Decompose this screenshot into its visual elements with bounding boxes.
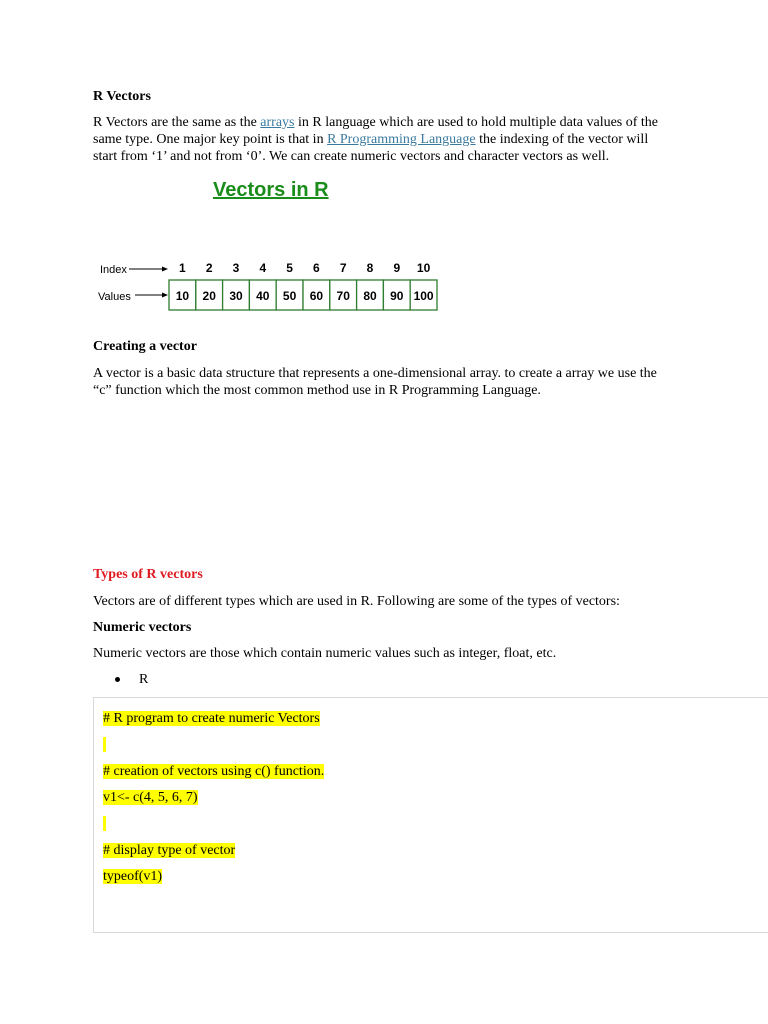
index-label: Index [100, 264, 127, 276]
code-blank-line-1 [103, 737, 106, 752]
vectors-diagram [93, 172, 453, 317]
numeric-paragraph: Numeric vectors are those which contain numeric values such as integer, float, etc. [93, 646, 557, 661]
code-line-4: # display type of vector [103, 843, 236, 858]
index-text-2: 2 [205, 261, 213, 275]
value-text-6: 60 [309, 289, 324, 303]
code-block[interactable] [93, 697, 768, 933]
value-text-10: 100 [413, 289, 434, 303]
index-text-8: 8 [366, 261, 374, 275]
code-line-1: # R program to create numeric Vectors [103, 711, 320, 726]
index-text-7: 7 [339, 261, 347, 275]
types-paragraph: Vectors are of different types which are used in R. Following are some of the types of vectors: [93, 594, 620, 609]
value-text-8: 80 [363, 289, 377, 303]
index-text-10: 10 [416, 261, 431, 275]
index-text-5: 5 [286, 261, 293, 275]
value-text-7: 70 [336, 289, 350, 303]
bullet-text: R [139, 672, 149, 687]
index-text-6: 6 [313, 261, 320, 275]
intro-text-2: in R language which are used to hold multiple data values of the same type. One major key point is that in [93, 115, 659, 147]
code-line-5: typeof(v1) [103, 869, 163, 884]
values-arrow-head [162, 293, 168, 298]
index-arrow-head [162, 267, 168, 272]
intro-text-1: R Vectors are the same as the [93, 115, 261, 130]
vectors-figure [93, 172, 453, 317]
figure-title: Vectors in R [213, 179, 329, 201]
code-line-2: # creation of vectors using c() function. [103, 764, 325, 779]
value-text-3: 30 [229, 289, 243, 303]
value-text-2: 20 [202, 289, 216, 303]
creating-paragraph: A vector is a basic data structure that represents a one-dimensional array. to create a array we use the “c” function which the most common method use in R Programming Language. [93, 366, 657, 398]
index-text-4: 4 [259, 261, 267, 275]
arrays-link[interactable]: arrays [260, 115, 295, 130]
intro-paragraph [93, 114, 673, 165]
index-text-3: 3 [232, 261, 240, 275]
value-text-4: 40 [256, 289, 270, 303]
index-text-9: 9 [393, 261, 401, 275]
code-line-3: v1<- c(4, 5, 6, 7) [103, 790, 198, 805]
page-title: R Vectors [93, 89, 151, 104]
value-text-9: 90 [390, 289, 404, 303]
intro-text-3: the indexing of the vector will start from ‘1’ and not from ‘0’. We can create numeric vectors and character vectors as well. [93, 132, 649, 164]
types-heading: Types of R vectors [93, 567, 203, 582]
index-text-1: 1 [179, 261, 186, 275]
value-text-5: 50 [282, 289, 297, 303]
creating-heading: Creating a vector [93, 339, 197, 354]
values-label: Values [98, 291, 131, 303]
value-text-1: 10 [175, 289, 190, 303]
code-blank-line-2 [103, 816, 106, 831]
bullet-dot [115, 677, 120, 682]
numeric-heading: Numeric vectors [93, 620, 192, 635]
r-programming-language-link[interactable]: R Programming Language [327, 132, 476, 147]
